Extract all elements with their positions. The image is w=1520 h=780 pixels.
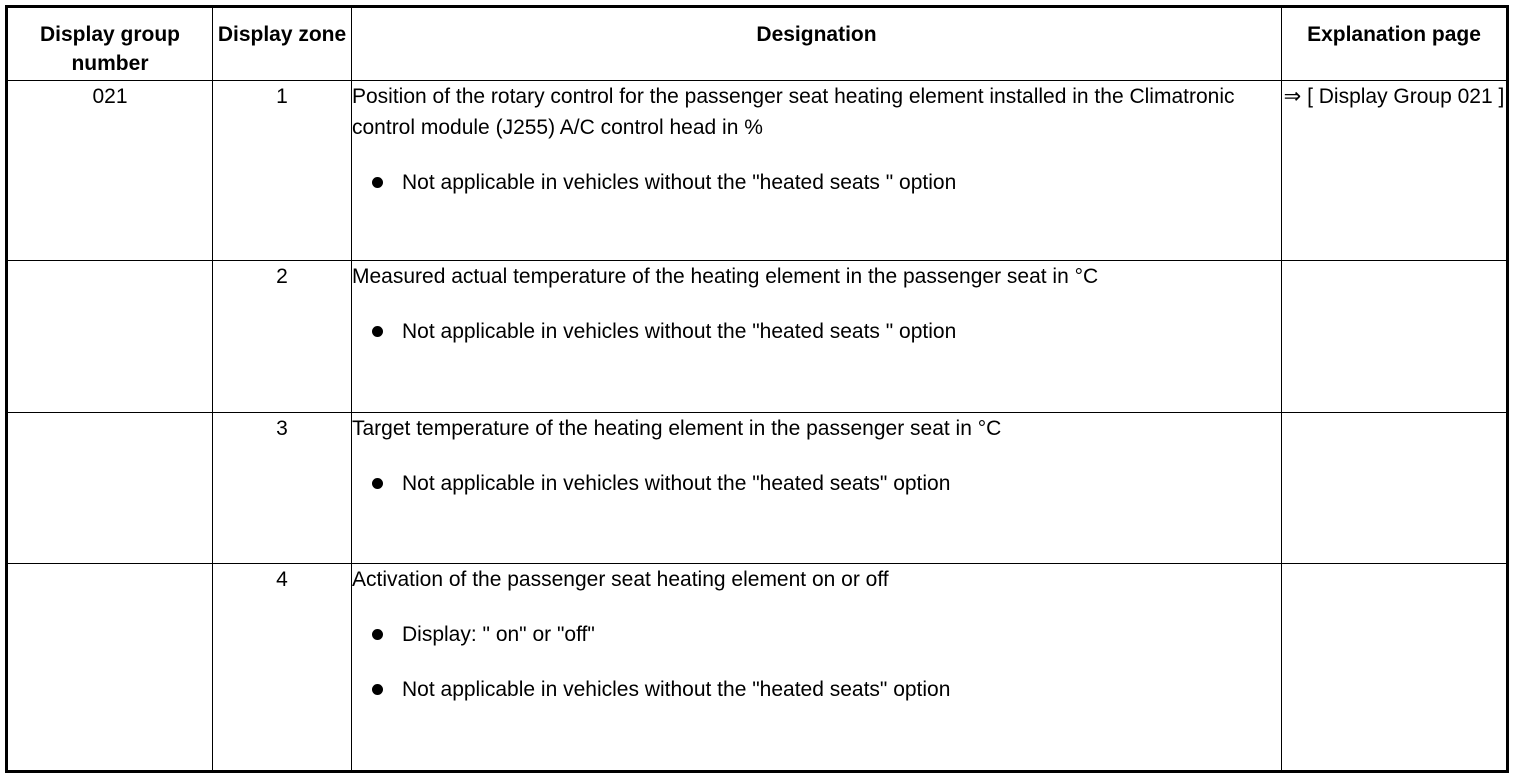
bullet-text: Not applicable in vehicles without the "heated seats" option xyxy=(402,677,951,701)
bullet-item xyxy=(352,674,1281,705)
designation-text: Position of the rotary control for the passenger seat heating element installed in the Climatronic control module (J255) A/C control head in % xyxy=(352,85,1235,139)
table-row xyxy=(7,81,1508,261)
bullet-text: Not applicable in vehicles without the "heated seats " option xyxy=(402,320,957,344)
designation-text: Measured actual temperature of the heating element in the passenger seat in °C xyxy=(352,265,1099,289)
header-row xyxy=(7,7,1508,81)
bullet-icon xyxy=(372,684,383,695)
cell-group-number xyxy=(7,563,213,771)
table-row xyxy=(7,563,1508,771)
cell-explanation xyxy=(1282,81,1508,261)
bullet-list xyxy=(352,316,1281,347)
cell-explanation xyxy=(1282,261,1508,412)
cell-explanation xyxy=(1282,412,1508,563)
bullet-icon xyxy=(372,326,383,337)
header-designation: Designation xyxy=(352,7,1282,81)
cell-designation xyxy=(352,261,1282,412)
cell-group-number: 021 xyxy=(7,81,213,261)
bullet-icon xyxy=(372,478,383,489)
cell-zone: 4 xyxy=(213,563,352,771)
bullet-item xyxy=(352,619,1281,650)
designation-text: Activation of the passenger seat heating element on or off xyxy=(352,567,889,591)
bullet-text: Not applicable in vehicles without the "heated seats " option xyxy=(402,171,957,194)
cell-explanation xyxy=(1282,563,1508,771)
bullet-list xyxy=(352,167,1281,198)
bullet-item xyxy=(352,167,1281,198)
cell-group-number xyxy=(7,261,213,412)
bullet-text: Display: " on" or "off" xyxy=(402,622,595,646)
table-row xyxy=(7,412,1508,563)
cell-designation xyxy=(352,563,1282,771)
bullet-list xyxy=(352,619,1281,705)
cell-zone: 1 xyxy=(213,81,352,261)
explanation-link[interactable]: ⇒ [ Display Group 021 ] xyxy=(1283,85,1505,108)
bullet-item xyxy=(352,468,1281,499)
designation-text: Target temperature of the heating element in the passenger seat in °C xyxy=(352,416,1002,440)
cell-zone: 3 xyxy=(213,412,352,563)
display-group-table xyxy=(5,5,1509,773)
cell-group-number xyxy=(7,412,213,563)
cell-zone: 2 xyxy=(213,261,352,412)
bullet-icon xyxy=(372,177,383,188)
bullet-icon xyxy=(372,629,383,640)
header-display-zone: Display zone xyxy=(213,7,352,81)
header-display-group-number: Display group number xyxy=(7,7,213,81)
header-explanation-page: Explanation page xyxy=(1282,7,1508,81)
cell-designation xyxy=(352,412,1282,563)
bullet-list xyxy=(352,468,1281,499)
bullet-item xyxy=(352,316,1281,347)
table-row xyxy=(7,261,1508,412)
bullet-text: Not applicable in vehicles without the "heated seats" option xyxy=(402,471,951,495)
cell-designation xyxy=(352,81,1282,261)
